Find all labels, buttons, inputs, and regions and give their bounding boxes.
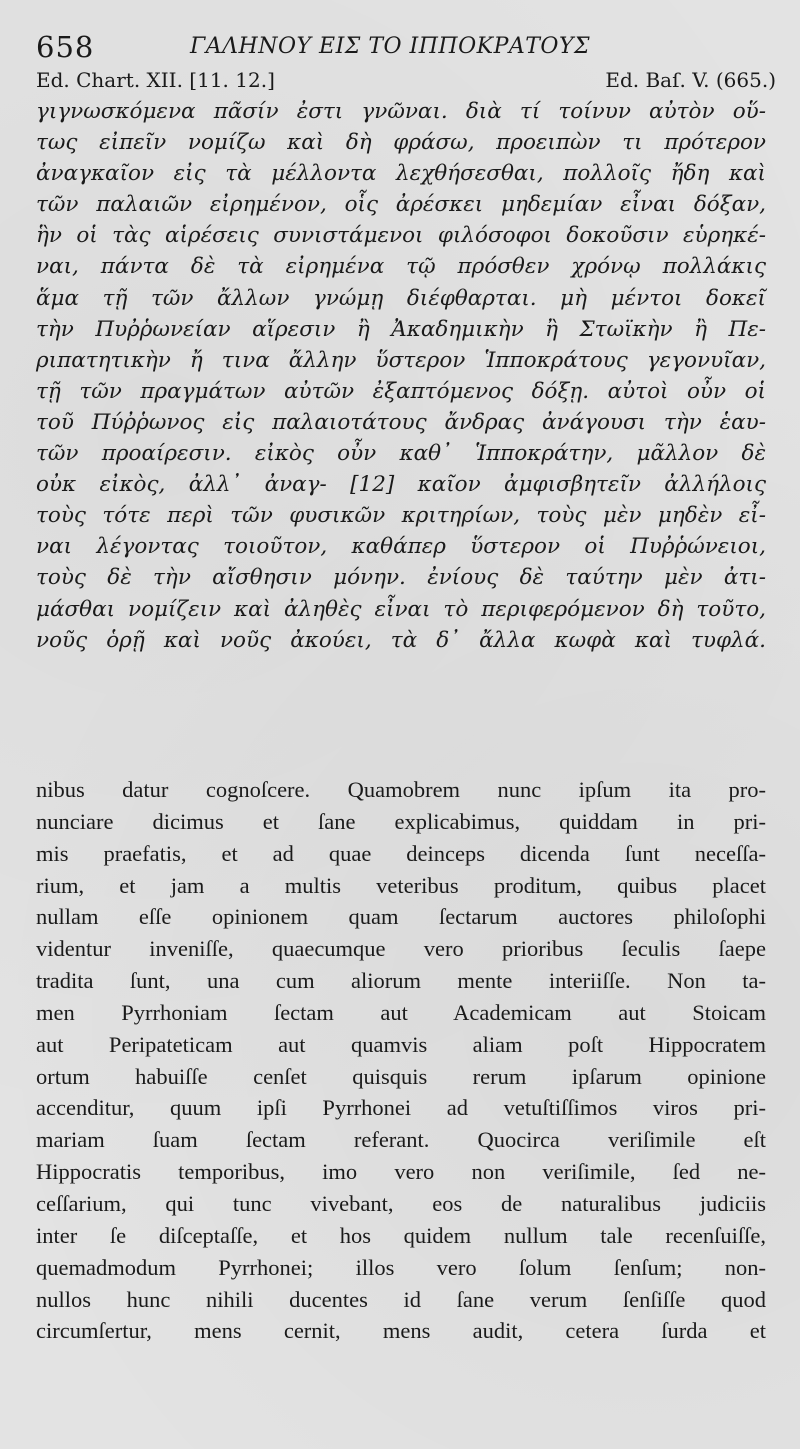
- latin-line: nullam eſſe opinionem quam ſectarum auctores philoſophi: [36, 904, 766, 930]
- greek-line: ἀναγκαῖον εἰς τὰ μέλλοντα λεχθήσεσθαι, πολλοῖς ἤδη καὶ: [36, 161, 766, 187]
- latin-line: tradita ſunt, una cum aliorum mente interiiſſe. Non ta-: [36, 968, 766, 994]
- latin-line: circumſertur, mens cernit, mens audit, cetera ſurda et: [36, 1318, 766, 1344]
- latin-line: accenditur, quum ipſi Pyrrhonei ad vetuſtiſſimos viros pri-: [36, 1095, 766, 1121]
- latin-line: videntur inveniſſe, quaecumque vero prioribus ſeculis ſaepe: [36, 936, 766, 962]
- greek-line: τως εἰπεῖν νομίζω καὶ δὴ φράσω, προειπὼν τι πρότερον: [36, 130, 766, 156]
- greek-line: μάσθαι νομίζειν καὶ ἀληθὲς εἶναι τὸ περιφερόμενον δὴ τοῦτο,: [36, 596, 766, 622]
- greek-line: ναι, πάντα δὲ τὰ εἰρημένα τῷ πρόσθεν χρόνῳ πολλάκις: [36, 254, 766, 280]
- latin-line: nullos hunc nihili ducentes id ſane verum ſenſiſſe quod: [36, 1286, 766, 1312]
- latin-line: quemadmodum Pyrrhonei; illos vero ſolum ſenſum; non-: [36, 1254, 766, 1280]
- edition-reference-chartier: Ed. Chart. XII. [11. 12.]: [36, 68, 275, 92]
- latin-line: ceſſarium, qui tunc vivebant, eos de naturalibus judiciis: [36, 1190, 766, 1216]
- latin-line: mariam ſuam ſectam referant. Quocirca veriſimile eſt: [36, 1127, 766, 1153]
- latin-line: mis praefatis, et ad quae deinceps dicenda ſunt neceſſa-: [36, 840, 766, 866]
- greek-line: γιγνωσκόμενα πᾶσίν ἐστι γνῶναι. διὰ τί τοίνυν αὐτὸν οὕ-: [36, 99, 766, 124]
- greek-line: νοῦς ὁρῇ καὶ νοῦς ἀκούει, τὰ δ᾽ ἄλλα κωφὰ καὶ τυφλά.: [36, 627, 766, 653]
- page-number: 658: [36, 30, 95, 64]
- greek-line: τοὺς δὲ τὴν αἴσθησιν μόνην. ἐνίους δὲ ταύτην μὲν ἀτι-: [36, 565, 766, 591]
- greek-line: οὐκ εἰκὸς, ἀλλ᾽ ἀναγ- [12] καῖον ἀμφισβητεῖν ἀλλήλοις: [36, 472, 766, 498]
- greek-line: τοὺς τότε περὶ τῶν φυσικῶν κριτηρίων, τοὺς μὲν μηδὲν εἶ-: [36, 503, 766, 529]
- greek-line: ριπατητικὴν ἤ τινα ἄλλην ὕστερον Ἱπποκράτους γεγονυῖαν,: [36, 347, 766, 373]
- greek-line: ἣν οἱ τὰς αἱρέσεις συνιστάμενοι φιλόσοφοι δοκοῦσιν εὑρηκέ-: [36, 223, 766, 249]
- greek-text-block: [36, 96, 766, 656]
- edition-reference-line: [36, 68, 776, 98]
- latin-line: nunciare dicimus et ſane explicabimus, quiddam in pri-: [36, 808, 766, 834]
- latin-line: men Pyrrhoniam ſectam aut Academicam aut Stoicam: [36, 999, 766, 1025]
- latin-line: aut Peripateticam aut quamvis aliam poſt Hippocratem: [36, 1031, 766, 1057]
- latin-line: nibus datur cognoſcere. Quamobrem nunc ipſum ita pro-: [36, 777, 766, 802]
- greek-line: ναι λέγοντας τοιοῦτον, καθάπερ ὕστερον οἱ Πυῤῥώνειοι,: [36, 534, 766, 560]
- latin-line: rium, et jam a multis veteribus proditum, quibus placet: [36, 872, 766, 898]
- running-title: ΓΑΛΗΝΟΥ ΕΙΣ ΤΟ ΙΠΠΟΚΡΑΤΟΥΣ: [190, 34, 591, 59]
- latin-text-block: [36, 774, 766, 1347]
- greek-line: τῶν προαίρεσιν. εἰκὸς οὖν καθ᾽ Ἱπποκράτην, μᾶλλον δὲ: [36, 441, 766, 467]
- greek-line: ἅμα τῇ τῶν ἄλλων γνώμῃ διέφθαρται. μὴ μέντοι δοκεῖ: [36, 285, 766, 311]
- greek-line: τοῦ Πύῤῥωνος εἰς παλαιοτάτους ἄνδρας ἀνάγουσι τὴν ἑαυ-: [36, 409, 766, 435]
- edition-reference-basel: Ed. Baſ. V. (665.): [605, 68, 776, 92]
- latin-line: ortum habuiſſe cenſet quisquis rerum ipſarum opinione: [36, 1063, 766, 1089]
- greek-line: τῶν παλαιῶν εἰρημένον, οἷς ἀρέσκει μηδεμίαν εἶναι δόξαν,: [36, 192, 766, 218]
- greek-line: τὴν Πυῤῥωνείαν αἵρεσιν ἢ Ἀκαδημικὴν ἢ Στωϊκὴν ἢ Πε-: [36, 316, 766, 342]
- running-head: [36, 30, 776, 70]
- greek-line: τῇ τῶν πραγμάτων αὐτῶν ἐξαπτόμενος δόξῃ. αὐτοὶ οὖν οἱ: [36, 378, 766, 404]
- latin-line: inter ſe diſceptaſſe, et hos quidem nullum tale recenſuiſſe,: [36, 1222, 766, 1248]
- latin-line: Hippocratis temporibus, imo vero non veriſimile, ſed ne-: [36, 1159, 766, 1185]
